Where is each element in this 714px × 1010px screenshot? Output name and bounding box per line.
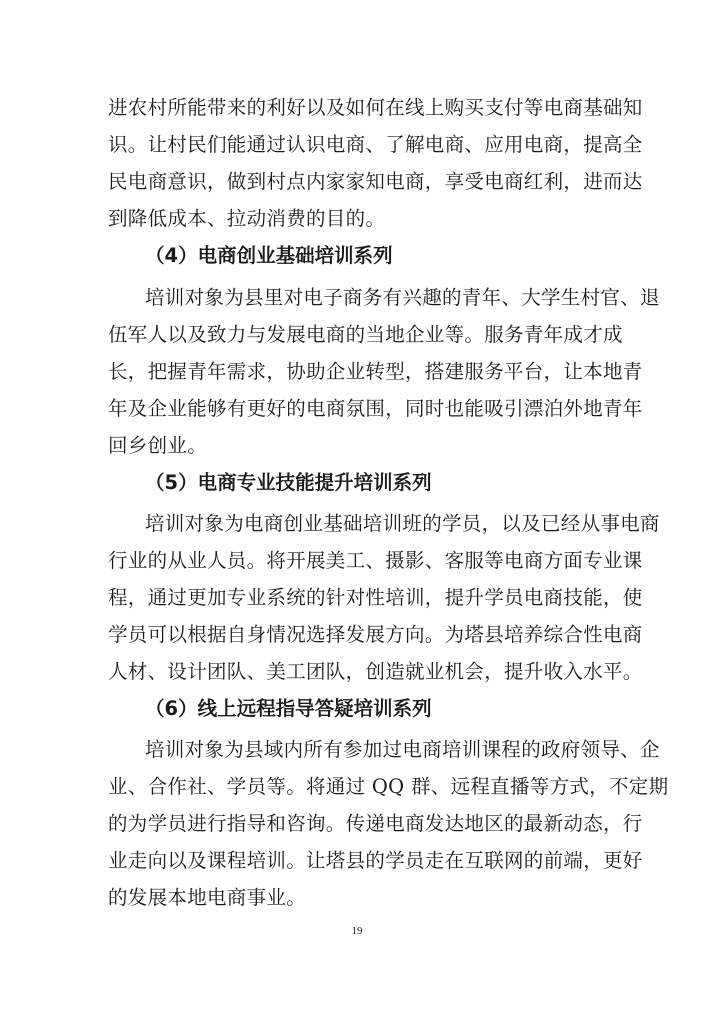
paragraph-line: 伍军人以及致力与发展电商的当地企业等。服务青年成才成 <box>108 323 623 346</box>
paragraph-line: 业、合作社、学员等。将通过 QQ 群、远程直播等方式，不定期 <box>108 775 669 798</box>
paragraph-line: 进农村所能带来的利好以及如何在线上购买支付等电商基础知 <box>108 96 643 119</box>
paragraph-line: 培训对象为电商创业基础培训班的学员，以及已经从事电商 <box>145 512 660 535</box>
paragraph-line: 学员可以根据自身情况选择发展方向。为塔县培养综合性电商 <box>108 623 643 646</box>
paragraph-line: 程，通过更加专业系统的针对性培训，提升学员电商技能，使 <box>108 586 643 609</box>
paragraph-line: 人材、设计团队、美工团队，创造就业机会，提升收入水平。 <box>108 660 643 683</box>
paragraph-line: 民电商意识，做到村点内家家知电商，享受电商红利，进而达 <box>108 170 643 193</box>
paragraph-line: 业走向以及课程培训。让塔县的学员走在互联网的前端，更好 <box>108 849 643 872</box>
paragraph-line: 的为学员进行指导和咨询。传递电商发达地区的最新动态，行 <box>108 812 643 835</box>
paragraph-line: 培训对象为县域内所有参加过电商培训课程的政府领导、企 <box>145 738 660 761</box>
paragraph-line: 行业的从业人员。将开展美工、摄影、客服等电商方面专业课 <box>108 549 643 572</box>
section-heading: （5）电商专业技能提升培训系列 <box>145 471 432 494</box>
paragraph-line: 长，把握青年需求，协助企业转型，搭建服务平台，让本地青 <box>108 360 643 383</box>
paragraph-line: 回乡创业。 <box>108 434 208 457</box>
section-heading: （4）电商创业基础培训系列 <box>145 244 393 267</box>
paragraph-line: 培训对象为县里对电子商务有兴趣的青年、大学生村官、退 <box>145 286 660 309</box>
paragraph-line: 到降低成本、拉动消费的目的。 <box>108 207 386 230</box>
paragraph-line: 识。让村民们能通过认识电商、了解电商、应用电商，提高全 <box>108 133 643 156</box>
page-number: 19 <box>351 925 363 937</box>
section-heading: （6）线上远程指导答疑培训系列 <box>145 697 432 720</box>
paragraph-line: 的发展本地电商事业。 <box>108 886 307 909</box>
paragraph-line: 年及企业能够有更好的电商氛围，同时也能吸引漂泊外地青年 <box>108 397 643 420</box>
